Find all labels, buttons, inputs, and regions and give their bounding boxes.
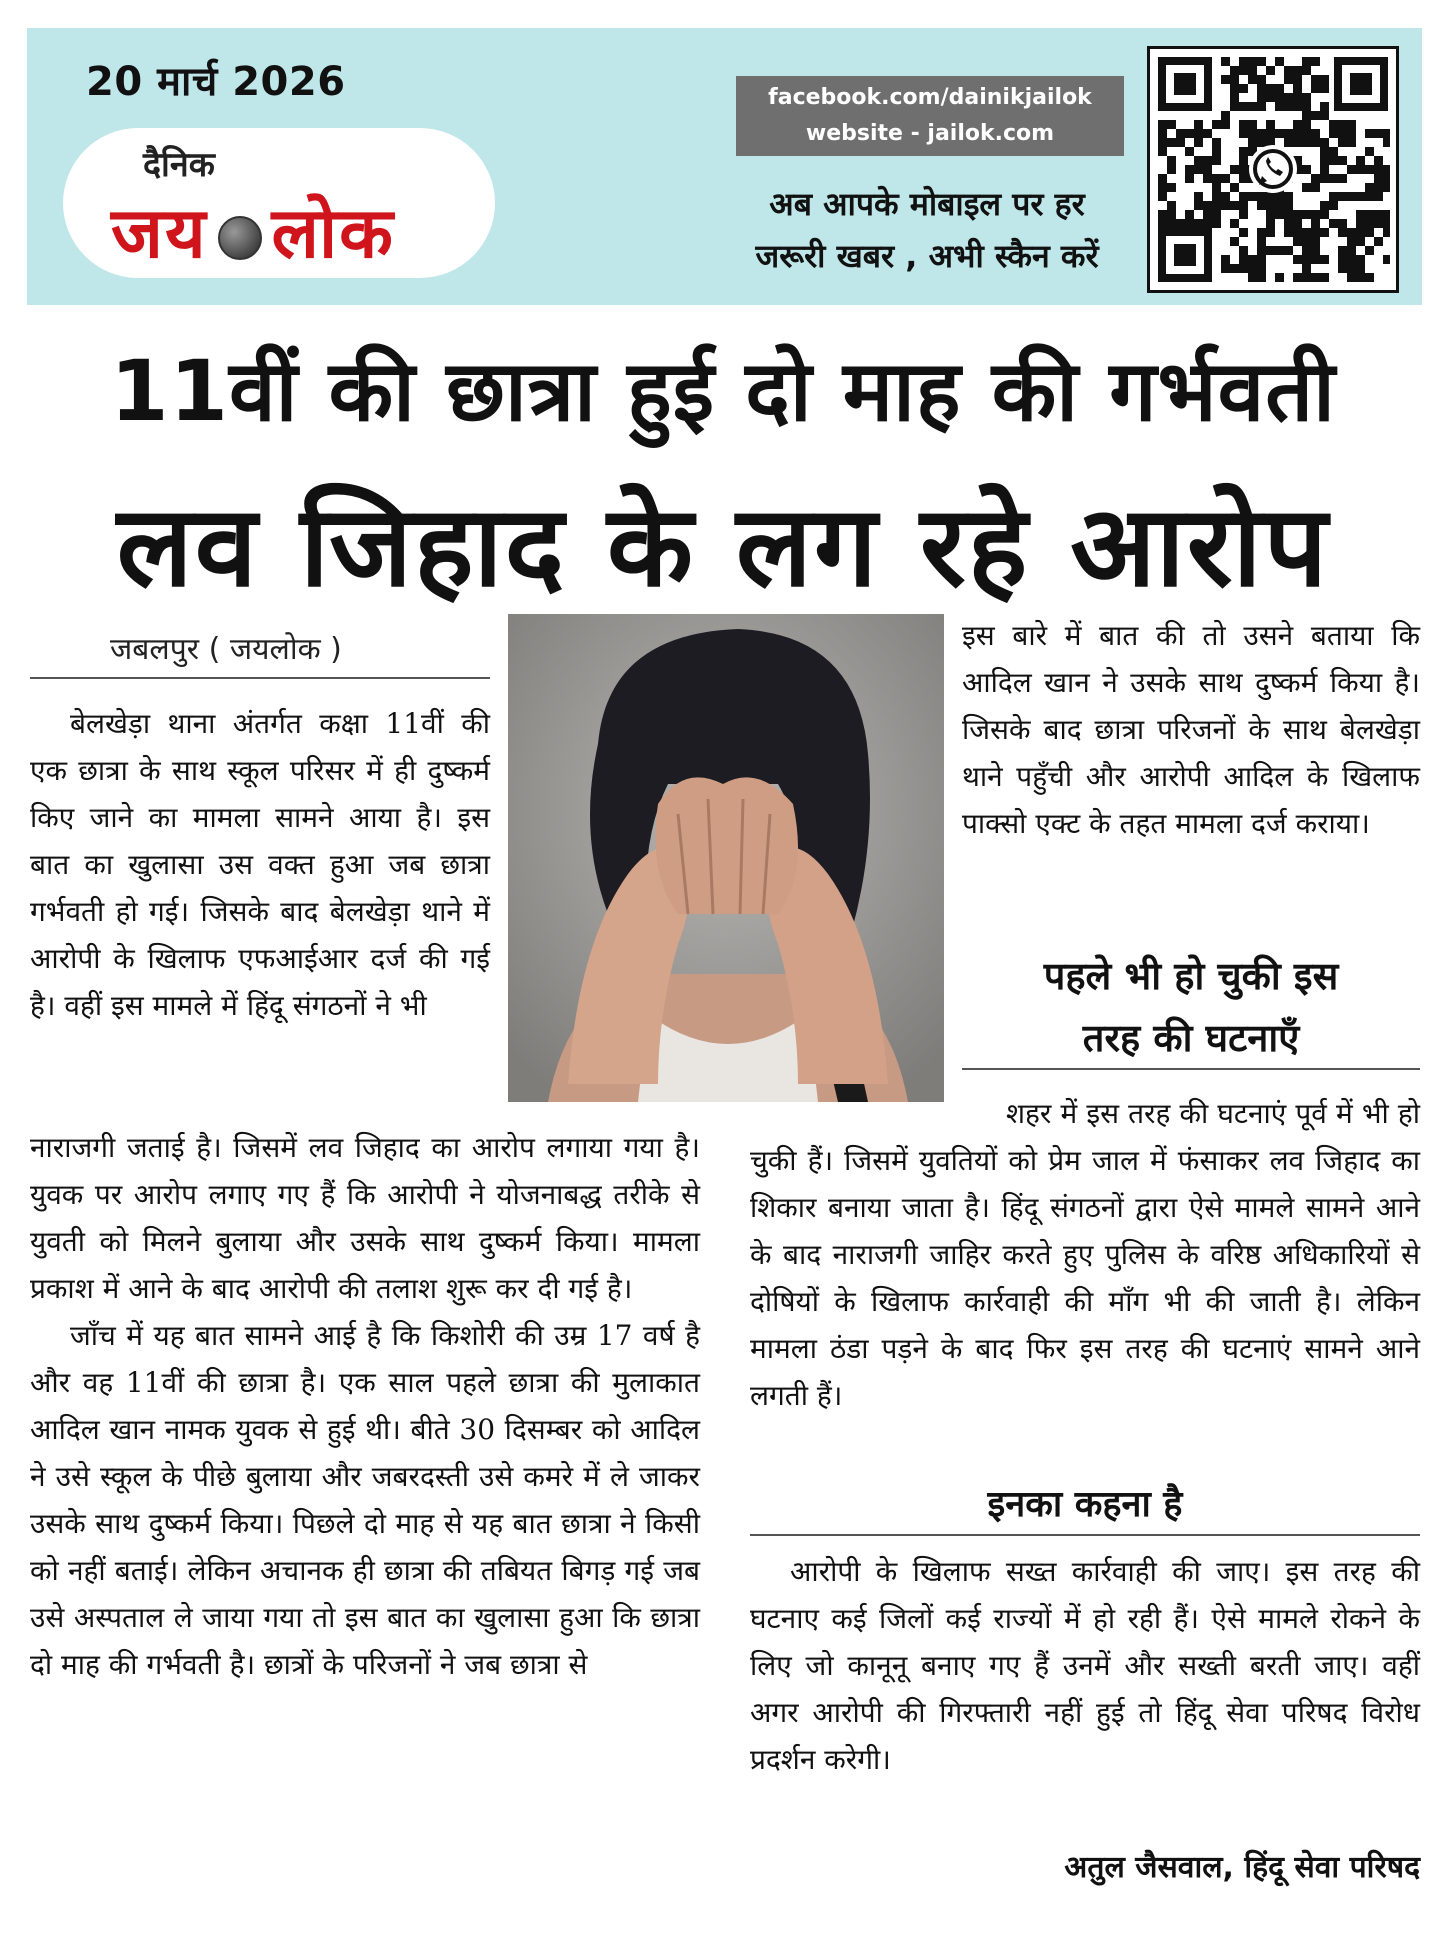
article-column-right-top (962, 612, 1420, 847)
article-paragraph: जाँच में यह बात सामने आई है कि किशोरी की उम्र 17 वर्ष है और वह 11वीं की छात्रा है। एक साल पहले छात्रा की मुलाकात आदिल खान नामक युवक से हुई थी। बीते 30 दिसम्बर को आदिल ने उसे स्कूल के पीछे बुलाया और जबरदस्ती उसे कमरे में ले जाकर उसके साथ दुष्कर्म किया। पिछले दो माह से यह बात छात्रा ने किसी को नहीं बताई। लेकिन अचानक ही छात्रा की तबियत बिगड़ गई जब उसे अस्पताल ले जाया गया तो इस बात का खुलासा हुआ कि छात्रा दो माह की गर्भवती है। छात्रों के परिजनों ने जब छात्रा से (30, 1319, 700, 1681)
facebook-link[interactable]: facebook.com/dainikjailok (768, 85, 1092, 110)
issue-date: 20 मार्च 2026 (86, 59, 346, 105)
subheading-previous-incidents (962, 945, 1420, 1069)
scan-promo (707, 178, 1147, 282)
qr-code[interactable] (1147, 46, 1399, 293)
logo-left-word: जय (111, 192, 208, 274)
statement-paragraph: आरोपी के खिलाफ सख्त कार्रवाही की जाए। इस तरह की घटनाए कई जिलों कई राज्यों में हो रही हैं। ऐसे मामले रोकने के लिए जो कानूनू बनाए गए हैं उनमें और सख्ती बरती जाए। वहीं अगर आरोपी की गिरफ्तारी नहीं हुई तो हिंदू सेवा परिषद विरोध प्रदर्शन करेगी। (750, 1555, 1420, 1776)
article-column-left-wide (30, 1124, 700, 1688)
promo-line-1: अब आपके मोबाइल पर हर (769, 185, 1085, 223)
article-photo (508, 614, 944, 1102)
newspaper-logo (63, 128, 495, 278)
dateline: जबलपुर ( जयलोक ) (110, 632, 342, 667)
subheading-line: तरह की घटनाएँ (1082, 1016, 1300, 1060)
globe-icon (218, 216, 262, 260)
qr-code-graphic (1156, 55, 1390, 284)
social-links-box (736, 76, 1124, 156)
logo-right-word: लोक (271, 192, 395, 274)
masthead (27, 28, 1422, 305)
article-paragraph: इस बारे में बात की तो उसने बताया कि आदिल खान ने उसके साथ दुष्कर्म किया है। जिसके बाद छात्रा परिजनों के साथ बेलखेड़ा थाने पहुँची और आरोपी आदिल के खिलाफ पाक्सो एक्ट के तहत मामला दर्ज कराया। (962, 619, 1420, 840)
promo-line-2: जरूरी खबर , अभी स्कैन करें (755, 237, 1099, 275)
logo-wordmark (111, 182, 395, 278)
distressed-girl-photo (508, 614, 944, 1102)
article-paragraph: बेलखेड़ा थाना अंतर्गत कक्षा 11वीं की एक छात्रा के साथ स्कूल परिसर में ही दुष्कर्म किए जाने का मामला सामने आया है। इस बात का खुलासा उस वक्त हुआ जब छात्रा गर्भवती हो गई। जिसके बाद बेलखेड़ा थाने में आरोपी के खिलाफ एफआईआर दर्ज की गई है। वहीं इस मामले में हिंदू संगठनों ने भी (30, 707, 490, 1022)
article-column-right-mid (750, 1090, 1420, 1419)
article-paragraph: नाराजगी जताई है। जिसमें लव जिहाद का आरोप लगाया गया है। युवक पर आरोप लगाए गए हैं कि आरोपी ने योजनाबद्ध तरीके से युवती को मिलने बुलाया और उसके साथ दुष्कर्म किया। मामला प्रकाश में आने के बाद आरोपी की तलाश शुरू कर दी गई है। (30, 1131, 700, 1305)
headline-line-2: लव जिहाद के लग रहे आरोप (116, 482, 1330, 612)
subheading-statement: इनका कहना है (987, 1484, 1183, 1525)
headline-line-1: 11वीं की छात्रा हुई दो माह की गर्भवती (110, 342, 1336, 440)
dateline-rule (30, 677, 490, 679)
article-column-right-bottom (750, 1548, 1420, 1783)
logo-small-text: दैनिक (143, 145, 215, 185)
article-paragraph: शहर में इस तरह की घटनाएं पूर्व में भी हो चुकी हैं। जिसमें युवतियों को प्रेम जाल में फंसाकर लव जिहाद का शिकार बनाया जाता है। हिंदू संगठनों द्वारा ऐसे मामले सामने आने के बाद नाराजगी जाहिर करते हुए पुलिस के वरिष्ठ अधिकारियों से दोषियों के खिलाफ कार्रवाही की माँग भी की जाती है। लेकिन मामला ठंडा पड़ने के बाद फिर इस तरह की घटनाएं सामने आने लगती हैं। (750, 1097, 1420, 1412)
statement-byline: अतुल जैसवाल, हिंदू सेवा परिषद (1064, 1850, 1420, 1885)
subheading-rule (962, 1068, 1420, 1070)
website-link[interactable]: website - jailok.com (805, 121, 1055, 146)
subheading-line: पहले भी हो चुकी इस (1043, 954, 1339, 998)
subheading-rule (750, 1534, 1420, 1536)
article-column-left-top (30, 700, 490, 1029)
